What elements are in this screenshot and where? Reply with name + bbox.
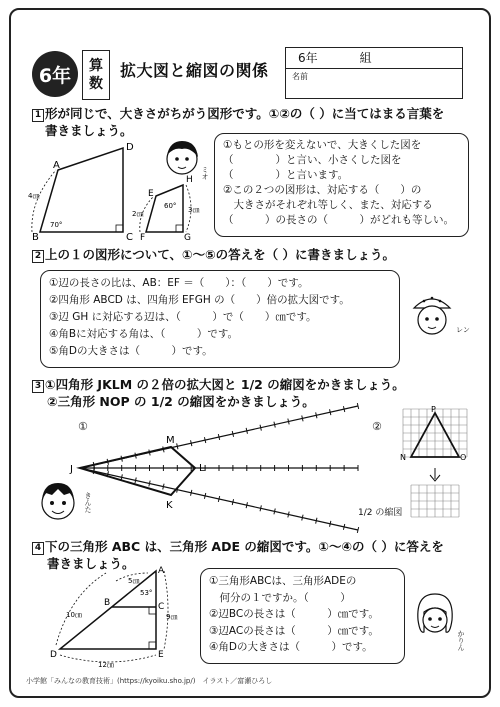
label-H: H [186, 175, 193, 185]
label-L: L [199, 463, 205, 474]
ren-face-icon [408, 290, 456, 342]
ray-tick [343, 406, 344, 412]
speaker-karin: かりん [457, 630, 465, 651]
label-E: E [158, 650, 164, 660]
label-C: C [126, 232, 133, 240]
q4-heading-2: 書きましょう。 [47, 556, 135, 571]
q3-label-2: ② [372, 420, 382, 433]
name-box [285, 47, 463, 99]
q1-line-5: 大きさがそれぞれ等しく、また、対応する [223, 199, 433, 211]
ray-tick [302, 515, 303, 521]
class-label: 6年 [298, 51, 318, 65]
ray-tick [232, 499, 233, 505]
q1-heading-text: 形が同じで、大きさがちがう図形です。①②の（ ）に当てはまる言葉を [45, 106, 445, 121]
half-scale-label: 1/2 の縮図 [358, 508, 403, 518]
q4-speech-bubble [200, 568, 405, 664]
ray-tick [204, 437, 205, 443]
ray-tick [218, 434, 219, 440]
label-ae-length: 9㎝ [166, 613, 178, 621]
label-P: P [431, 405, 436, 414]
ray-tick [163, 484, 164, 490]
label-B: B [32, 232, 39, 240]
ray-tick [218, 496, 219, 502]
q3-label-1: ① [78, 420, 88, 433]
ray-tick [288, 419, 289, 425]
ray-tick [177, 443, 178, 449]
q3-heading-2: ②三角形 NOP の 1/2 の縮図をかきましょう。 [47, 394, 315, 409]
ray-tick [357, 527, 358, 533]
subject-label [82, 50, 110, 100]
q2-line-3[interactable]: ③辺 GH に対応する辺は、（ ）で（ ）㎝です。 [49, 311, 317, 323]
label-F: F [140, 233, 146, 240]
ray-tick [191, 440, 192, 446]
q1-heading [32, 105, 444, 122]
ray-tick [260, 425, 261, 431]
label-A: A [53, 160, 60, 171]
q2-line-1[interactable]: ①辺の長さの比は、AB：EF ＝（ ）：（ ）です。 [49, 277, 309, 289]
label-ab-length: 4㎝ [28, 192, 40, 200]
page-title: 拡大図と縮図の関係 [120, 61, 269, 80]
label-J: J [70, 464, 73, 475]
footer-credit: 小学館「みんなの教育技術」(https://kyoiku.sho.jp/) イラスト／富瀬ひろし [26, 677, 273, 685]
kinta-face-icon [34, 475, 82, 529]
ray-tick [274, 422, 275, 428]
ray-tick [302, 415, 303, 421]
q3-grid-figure[interactable] [395, 405, 475, 525]
ray-tick [330, 409, 331, 415]
name-label[interactable]: 名前 [292, 72, 308, 81]
label-D: D [126, 142, 134, 153]
ray-tick [316, 412, 317, 418]
ray-tick [135, 477, 136, 483]
label-G: G [184, 233, 191, 240]
label-K: K [166, 500, 173, 511]
q4-line-1: ①三角形ABCは、三角形ADEの [209, 575, 357, 587]
class-suffix: 組 [359, 51, 372, 65]
q1-line-3[interactable]: （ ）と言います。 [223, 169, 349, 181]
q2-line-2[interactable]: ②四角形 ABCD は、四角形 EFGH の（ ）倍の拡大図です。 [49, 294, 350, 306]
q1-number: 1 [32, 109, 44, 122]
q2-number: 2 [32, 250, 44, 263]
speaker-kinta: きんた [84, 492, 92, 513]
label-O: O [460, 453, 467, 462]
label-gh-length: 3㎝ [188, 206, 200, 214]
speaker-mio: ミオ [201, 166, 209, 180]
ray-tick [246, 428, 247, 434]
subject-char-2: 数 [89, 76, 103, 92]
q3-heading [32, 376, 405, 393]
q1-line-4[interactable]: ②この２つの図形は、対応する（ ）の [223, 184, 422, 196]
label-B: B [104, 598, 111, 608]
triangle-ade [60, 571, 156, 649]
subject-char-1: 算 [89, 58, 103, 74]
label-angle: 53° [140, 589, 153, 597]
q3-number: 3 [32, 380, 44, 393]
q1-line-6[interactable]: （ ）の長さの（ ）がどれも等しい。 [223, 214, 454, 226]
label-A: A [158, 566, 165, 576]
q1-heading-2: 書きましょう。 [45, 123, 133, 138]
q4-triangle-figure [40, 565, 200, 670]
karin-face-icon [412, 590, 458, 644]
q4-line-3[interactable]: ②辺BCの長さは（ ）㎝です。 [209, 608, 379, 620]
label-M: M [166, 435, 175, 446]
label-angle-F: 60° [164, 202, 177, 210]
ray-tick [316, 518, 317, 524]
ray-tick [288, 512, 289, 518]
label-ab-length: 5㎝ [128, 577, 140, 585]
label-angle-B: 70° [50, 221, 63, 229]
grade-badge: 6年 [32, 51, 78, 97]
label-ad-length: 10㎝ [66, 611, 82, 619]
q1-speech-bubble [214, 133, 469, 237]
ray-tick [343, 524, 344, 530]
q1-line-1: ①もとの形を変えないで、大きくした図を [223, 139, 422, 151]
q2-speech-bubble [40, 270, 400, 368]
q4-line-2[interactable]: 何分の１ですか。（ ） [209, 591, 351, 604]
label-de-length: 12㎝ [98, 661, 114, 669]
label-ef-length: 2㎝ [132, 210, 144, 218]
label-N: N [400, 453, 406, 462]
ray-tick [274, 508, 275, 514]
label-E: E [148, 189, 154, 199]
q4-line-4[interactable]: ③辺ACの長さは（ ）㎝です。 [209, 624, 379, 637]
label-D: D [50, 650, 57, 660]
q2-line-4[interactable]: ④角Bに対応する角は、（ ）です。 [49, 328, 239, 340]
speaker-ren: レン [456, 326, 470, 334]
ray-tick [191, 490, 192, 496]
label-C: C [158, 602, 165, 612]
ray-tick [330, 521, 331, 527]
ray-tick [260, 505, 261, 511]
q3-ray-figure[interactable] [68, 400, 368, 535]
q4-number: 4 [32, 542, 44, 555]
q4-heading [32, 538, 444, 555]
q4-line-5[interactable]: ④角Dの大きさは（ ）です。 [209, 641, 373, 653]
ray-tick [204, 493, 205, 499]
q3-heading-text: ①四角形 JKLM の２倍の拡大図と 1/2 の縮図をかきましょう。 [45, 377, 405, 392]
q1-line-2[interactable]: （ ）と言い、小さくした図を [223, 154, 402, 166]
ray-tick [357, 403, 358, 409]
q2-heading [32, 246, 395, 263]
ray-tick [232, 431, 233, 437]
ray-tick [246, 502, 247, 508]
q2-line-5[interactable]: ⑤角Dの大きさは（ ）です。 [49, 345, 213, 357]
q2-heading-text: 上の１の図形について、①～⑤の答えを（ ）に書きましょう。 [45, 247, 396, 262]
ray-tick [149, 481, 150, 487]
q4-heading-text: 下の三角形 ABC は、三角形 ADE の縮図です。①～④の（ ）に答えを [45, 539, 444, 554]
